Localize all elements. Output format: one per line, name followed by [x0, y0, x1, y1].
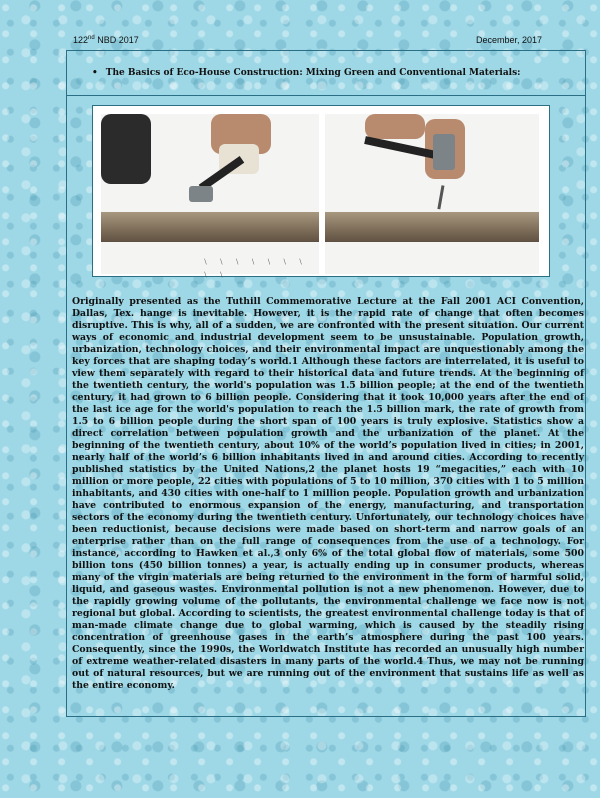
section-title: The Basics of Eco-House Construction: Mixing Green and Conventional Materials: — [105, 68, 521, 78]
divider — [66, 95, 586, 96]
photo-panel — [92, 105, 550, 280]
hammer-head — [189, 186, 213, 202]
page-header — [73, 35, 542, 45]
bullet-icon: • — [92, 68, 98, 78]
arm-shape — [365, 114, 425, 139]
hammer-driving-nail-photo — [325, 114, 539, 274]
nail-shape — [437, 185, 444, 209]
section-heading — [92, 68, 560, 78]
arm-shape — [101, 114, 151, 184]
issue-date: December, 2017 — [475, 35, 542, 45]
nails: ﹨ ﹨ ﹨ ﹨ ﹨ ﹨ ﹨ ﹨ ﹨ — [201, 257, 308, 280]
hammer-pulling-nail-photo — [101, 114, 319, 280]
issue-label: 122nd NBD 2017 — [73, 35, 139, 45]
hammer-head — [433, 134, 455, 170]
article-body: Originally presented as the Tuthill Commemorative Lecture at the Fall 2001 ACI Convention, Dallas, Tex. hange is inevitable. However, it is the rapid rate of change that often becomes disruptive. This is why, all of a sudden, we are confronted with the present situation. Our current ways of economic and industrial development seem to be unsustainable. Population growth, urbanization, technology choices, and their environmental impact are unquestionably among the key forces that are shaping today’s world.1 Although these factors are interrelated, it is useful to view them separately with regard to their historical data and future trends. At the beginning of the twentieth century, the world's population was 1.5 billion people; at the end of the twentieth century, it had grown to 6 billion people. Considering that it took 10,000 years after the end of the last ice age for the world's population to reach the 1.5 billion mark, the rate of growth from 1.5 to 6 billion people during the short span of 100 years is truly explosive. Statistics show a direct correlation between population growth and the urbanization of the planet. At the beginning of the twentieth century, about 10% of the world’s population lived in cities; in 2001, nearly half of the world’s 6 billion inhabitants lived in and around cities. According to recently published statistics by the United Nations,2 the planet hosts 19 “megacities,” each with 10 million or more people, 22 cities with populations of 5 to 10 million, 370 cities with 1 to 5 million inhabitants, and 430 cities with one-half to 1 million people. Population growth and urbanization have contributed to enormous expansion of the energy, manufacturing, and transportation sectors of the economy during the twentieth century. Unfortunately, our technology choices have been reductionist, because decisions were made based on short-term and narrow goals of an enterprise rather than on the full range of consequences from the use of a technology. For instance, according to Hawken et al.,3 only 6% of the total global flow of materials, some 500 billion tons (450 billion tonnes) a year, is actually ending up in consumer products, whereas many of the virgin materials are being returned to the environment in the form of harmful solid, liquid, and gaseous wastes. Environmental pollution is not a new phenomenon. However, due to the rapidly growing volume of the pollutants, the environmental challenge we face now is not regional but global. According to scientists, the greatest environmental challenge today is that of man-made climate change due to global warming, which is caused by the steadily rising concentration of greenhouse gases in the earth’s atmosphere during the past 100 years. Consequently, since the 1990s, the Worldwatch Institute has recorded an unusually high number of extreme weather-related disasters in many parts of the world.4 Thus, we may not be running out of natural resources, but we are running out of the environment that sustains life as well as the entire economy. — [72, 296, 584, 691]
wood-plank — [325, 212, 539, 242]
wood-plank — [101, 212, 319, 242]
